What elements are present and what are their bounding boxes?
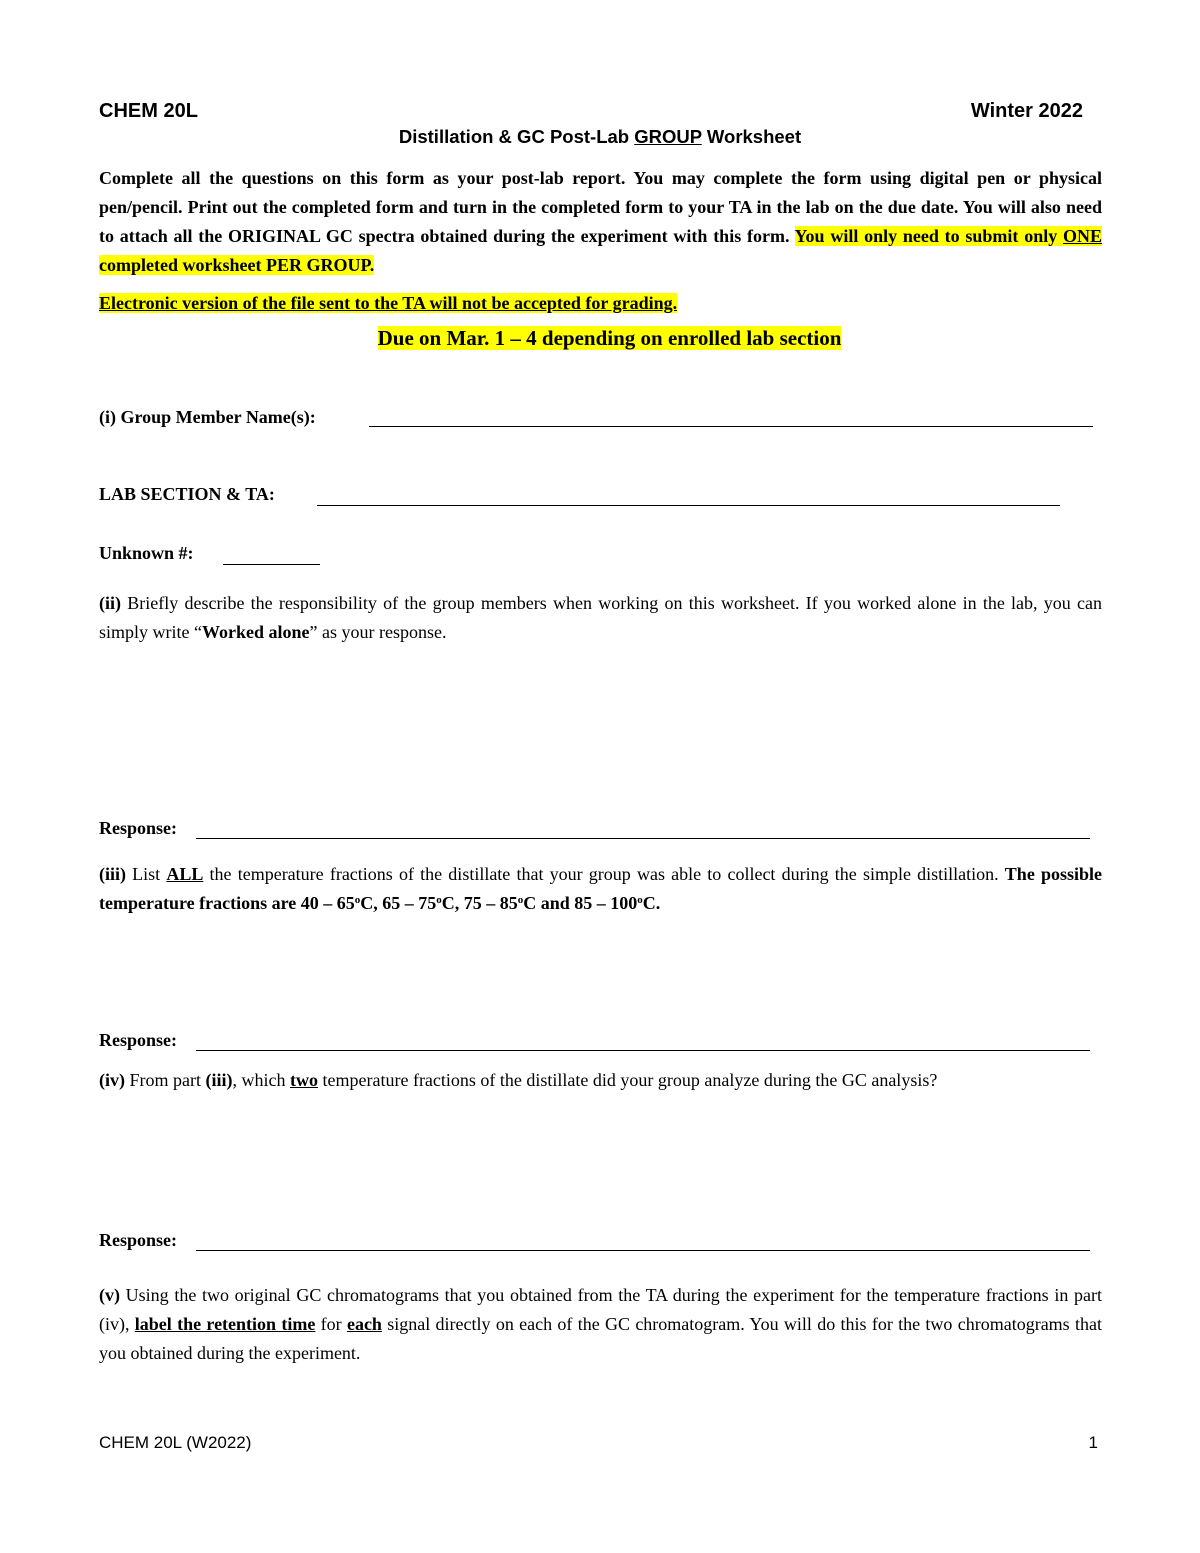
highlight-prefix: You will only need to submit only xyxy=(794,226,1063,246)
notice-text: Electronic version of the file sent to the TA will not be accepted for grading. xyxy=(99,293,678,313)
title-group: GROUP xyxy=(634,126,702,147)
due-text: Due on Mar. 1 – 4 depending on enrolled lab section xyxy=(377,326,842,350)
course-code: CHEM 20L xyxy=(99,100,198,122)
q4-number: (iv) xyxy=(99,1070,125,1090)
term-label: Winter 2022 xyxy=(970,100,1083,122)
q3-b1: The possible temperature fractions are 40 – 65 xyxy=(99,864,1102,913)
worksheet-title xyxy=(0,126,1200,148)
q3-all: ALL xyxy=(166,864,204,884)
unknown-line[interactable] xyxy=(223,564,320,565)
response-label-iv: Response: xyxy=(99,1230,178,1250)
q4-mid: , which xyxy=(232,1070,290,1090)
q2-tail: ” as your response. xyxy=(309,622,447,642)
instructions-paragraph xyxy=(99,164,1102,280)
q3-text: the temperature fractions of the distillate that your group was able to collect during the simple distillation. xyxy=(203,864,1005,884)
q5-pre: Using the two original GC chromatograms that you obtained from the TA during the experiment for the temperature fractions in part (iv), xyxy=(99,1285,1102,1334)
degree-sign: o xyxy=(637,894,643,906)
q4-post: temperature fractions of the distillate did your group analyze during the GC analysis? xyxy=(318,1070,938,1090)
q3-b3: C, 75 – 85 xyxy=(441,893,518,913)
degree-sign: o xyxy=(517,894,524,906)
highlight-one: ONE xyxy=(1062,226,1102,246)
title-prefix: Distillation & GC Post-Lab xyxy=(398,126,635,147)
q3-b2: C, 65 – 75 xyxy=(360,893,437,913)
footer-course: CHEM 20L (W2022) xyxy=(99,1433,252,1452)
q2-number: (ii) xyxy=(99,593,121,613)
q3-pre: List xyxy=(126,864,167,884)
title-suffix: Worksheet xyxy=(701,126,802,147)
degree-sign: o xyxy=(354,894,361,906)
q5-post: signal directly on each of the GC chromatogram. You will do this for the two chromatograms that you obtained during the experiment. xyxy=(99,1314,1102,1363)
degree-sign: o xyxy=(436,894,442,906)
response-label-iii: Response: xyxy=(99,1030,178,1050)
unknown-label: Unknown #: xyxy=(99,543,194,563)
question-iv xyxy=(99,1066,937,1095)
response-line-iii[interactable] xyxy=(196,1050,1090,1051)
question-v xyxy=(99,1281,1102,1368)
lab-section-label: LAB SECTION & TA: xyxy=(99,484,275,504)
highlight-suffix: completed worksheet PER GROUP. xyxy=(99,255,375,275)
q4-pre: From part xyxy=(125,1070,206,1090)
lab-section-line[interactable] xyxy=(317,505,1060,506)
question-ii xyxy=(99,589,1102,647)
group-names-line[interactable] xyxy=(369,426,1093,427)
q5-for: for xyxy=(315,1314,347,1334)
group-names-label: (i) Group Member Name(s): xyxy=(99,407,316,427)
q3-number: (iii) xyxy=(99,864,126,884)
q4-two: two xyxy=(290,1070,318,1090)
question-iii xyxy=(99,860,1102,918)
q5-each: each xyxy=(346,1314,382,1334)
q4-ref: (iii) xyxy=(205,1070,233,1090)
instructions-text: Complete all the questions on this form as your post-lab report. You may complete the form using digital pen or physical pen/pencil. Print out the completed form and turn in the completed form to your TA in the lab on the due date. You will also need to attach all the ORIGINAL GC spectra obtained during the experiment with this form. xyxy=(99,168,1102,246)
response-line-iv[interactable] xyxy=(196,1250,1090,1251)
q2-text: Briefly describe the responsibility of the group members when working on this worksheet. If you worked alone in the lab, you can simply write “ xyxy=(99,593,1102,642)
q5-number: (v) xyxy=(99,1285,120,1305)
due-date xyxy=(0,326,1200,351)
electronic-notice xyxy=(99,293,677,314)
response-line-ii[interactable] xyxy=(196,838,1090,839)
q3-b5: C. xyxy=(642,893,661,913)
q5-label: label the retention time xyxy=(134,1314,316,1334)
q3-b4: C and 85 – 100 xyxy=(523,893,638,913)
page-number: 1 xyxy=(1088,1433,1098,1452)
response-label-ii: Response: xyxy=(99,818,178,838)
q2-bold: Worked alone xyxy=(201,622,310,642)
